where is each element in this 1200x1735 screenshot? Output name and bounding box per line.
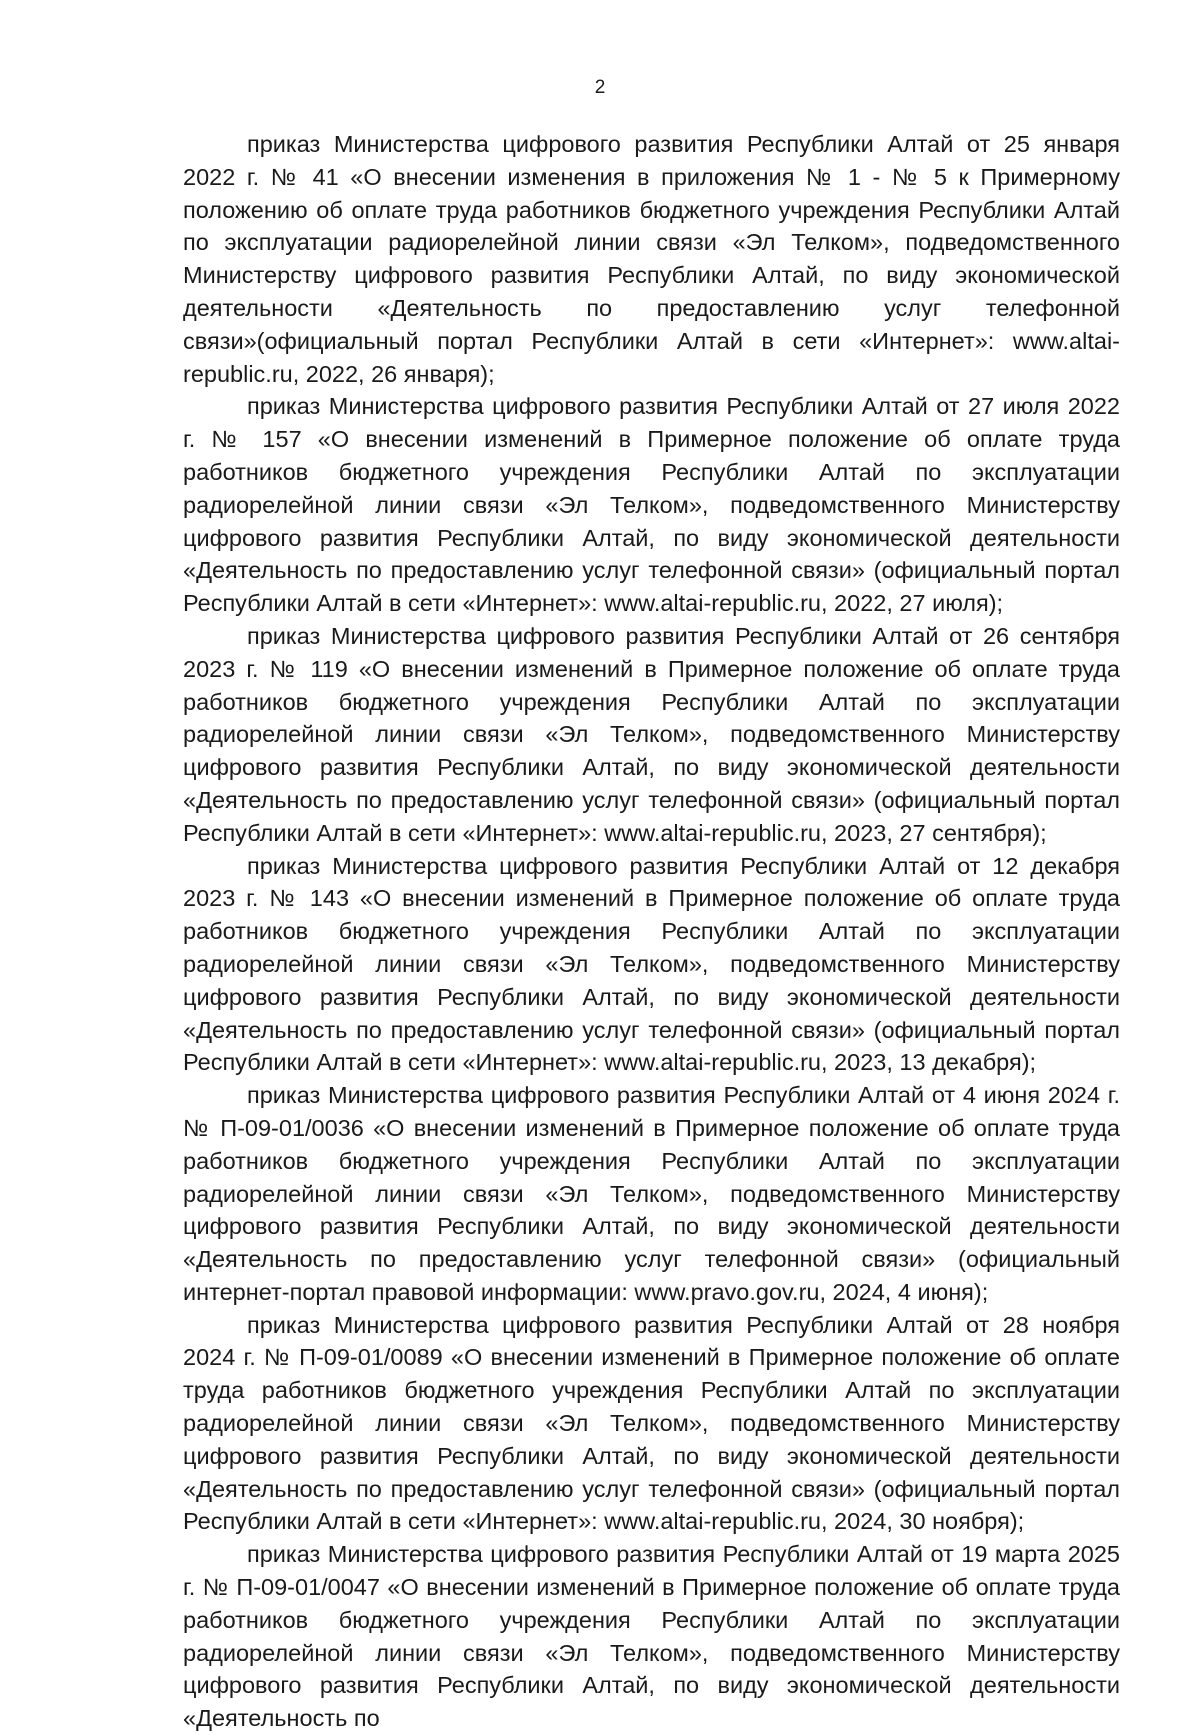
paragraph-order-2022-01-25: приказ Министерства цифрового развития Республики Алтай от 25 января 2022 г. № 41 «О внесении изменения в приложения № 1 - № 5 к Примерному положению об оплате труда работников бюджетного учреждения Республики Алтай по эксплуатации радиорелейной линии связи «Эл Телком», подведомственного Министерству цифрового развития Республики Алтай, по виду экономической деятельности «Деятельность по предоставлению услуг телефонной связи»(официальный портал Республики Алтай в сети «Интернет»: www.altai-republic.ru, 2022, 26 января); [183, 131, 1120, 387]
paragraph-order-2024-06-04: приказ Министерства цифрового развития Республики Алтай от 4 июня 2024 г. № П-09-01/0036 «О внесении изменений в Примерное положение об оплате труда работников бюджетного учреждения Республики Алтай по эксплуатации радиорелейной линии связи «Эл Телком», подведомственного Министерству цифрового развития Республики Алтай, по виду экономической деятельности «Деятельность по предоставлению услуг телефонной связи» (официальный интернет-портал правовой информации: www.pravo.gov.ru, 2024, 4 июня); [183, 1082, 1120, 1305]
paragraph-order-2023-12-12: приказ Министерства цифрового развития Республики Алтай от 12 декабря 2023 г. № 143 «О внесении изменений в Примерное положение об оплате труда работников бюджетного учреждения Республики Алтай по эксплуатации радиорелейной линии связи «Эл Телком», подведомственного Министерству цифрового развития Республики Алтай, по виду экономической деятельности «Деятельность по предоставлению услуг телефонной связи» (официальный портал Республики Алтай в сети «Интернет»: www.altai-republic.ru, 2023, 13 декабря); [183, 852, 1120, 1076]
paragraph-order-2025-03-19: приказ Министерства цифрового развития Республики Алтай от 19 марта 2025 г. № П-09-01/0047 «О внесении изменений в Примерное положение об оплате труда работников бюджетного учреждения Республики Алтай по эксплуатации радиорелейной линии связи «Эл Телком», подведомственного Министерству цифрового развития Республики Алтай, по виду экономической деятельности «Деятельность по [183, 1541, 1120, 1732]
paragraph-order-2023-09-26: приказ Министерства цифрового развития Республики Алтай от 26 сентября 2023 г. № 119 «О внесении изменений в Примерное положение об оплате труда работников бюджетного учреждения Республики Алтай по эксплуатации радиорелейной линии связи «Эл Телком», подведомственного Министерству цифрового развития Республики Алтай, по виду экономической деятельности «Деятельность по предоставлению услуг телефонной связи» (официальный портал Республики Алтай в сети «Интернет»: www.altai-republic.ru, 2023, 27 сентября); [183, 622, 1120, 846]
document-body [183, 128, 1120, 1735]
paragraph-order-2022-07-27: приказ Министерства цифрового развития Республики Алтай от 27 июля 2022 г. № 157 «О внесении изменений в Примерное положение об оплате труда работников бюджетного учреждения Республики Алтай по эксплуатации радиорелейной линии связи «Эл Телком», подведомственного Министерству цифрового развития Республики Алтай, по виду экономической деятельности «Деятельность по предоставлению услуг телефонной связи» (официальный портал Республики Алтай в сети «Интернет»: www.altai-republic.ru, 2022, 27 июля); [183, 393, 1120, 617]
paragraph-order-2024-11-28: приказ Министерства цифрового развития Республики Алтай от 28 ноября 2024 г. № П-09-01/0089 «О внесении изменений в Примерное положение об оплате труда работников бюджетного учреждения Республики Алтай по эксплуатации радиорелейной линии связи «Эл Телком», подведомственного Министерству цифрового развития Республики Алтай, по виду экономической деятельности «Деятельность по предоставлению услуг телефонной связи» (официальный портал Республики Алтай в сети «Интернет»: www.altai-republic.ru, 2024, 30 ноября); [183, 1311, 1120, 1535]
page-number: 2 [594, 77, 606, 98]
